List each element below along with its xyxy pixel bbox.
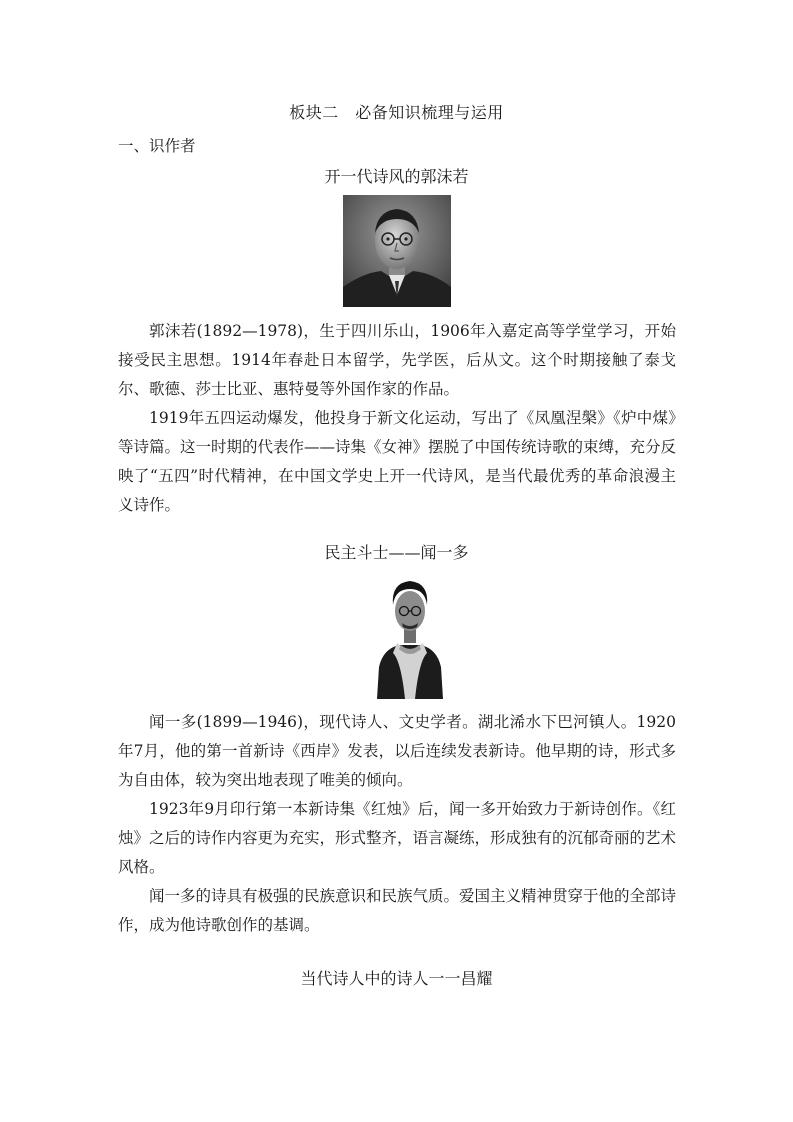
guo-moruo-portrait-photo	[343, 195, 451, 307]
block-title: 板块二 必备知识梳理与运用	[289, 103, 504, 122]
guo-moruo-title: 开一代诗风的郭沫若	[324, 167, 469, 186]
section-heading: 一、识作者	[118, 137, 196, 155]
wen-paragraph-3: 闻一多的诗具有极强的民族意识和民族气质。爱国主义精神贯穿于他的全部诗作，成为他诗歌创作的基调。	[118, 887, 677, 934]
wen-yiduo-title: 民主斗士——闻一多	[324, 543, 469, 562]
chang-yao-title: 当代诗人中的诗人一一昌耀	[300, 969, 493, 988]
wen-paragraph-1: 闻一多(1899—1946)，现代诗人、文史学者。湖北浠水下巴河镇人。1920年7月，他的第一首新诗《西岸》发表，以后连续发表新诗。他早期的诗，形式多为自由体，较为突出地表现了唯美的倾向。	[118, 713, 676, 789]
wen-yiduo-bio	[118, 708, 676, 940]
wen-yiduo-portrait-photo	[375, 575, 445, 699]
guo-paragraph-2: 1919年五四运动爆发，他投身于新文化运动，写出了《凤凰涅槃》《炉中煤》等诗篇。这一时期的代表作——诗集《女神》摆脱了中国传统诗歌的束缚，充分反映了“五四”时代精神，在中国文学史上开一代诗风，是当代最优秀的革命浪漫主义诗作。	[118, 409, 677, 514]
wen-paragraph-2: 1923年9月印行第一本新诗集《红烛》后，闻一多开始致力于新诗创作。《红烛》之后的诗作内容更为充实，形式整齐，语言凝练，形成独有的沉郁奇丽的艺术风格。	[118, 800, 677, 876]
guo-paragraph-1: 郭沫若(1892—1978)，生于四川乐山，1906年入嘉定高等学堂学习，开始接受民主思想。1914年春赴日本留学，先学医，后从文。这个时期接触了泰戈尔、歌德、莎士比亚、惠特曼等外国作家的作品。	[118, 322, 676, 398]
guo-moruo-bio	[118, 317, 676, 520]
